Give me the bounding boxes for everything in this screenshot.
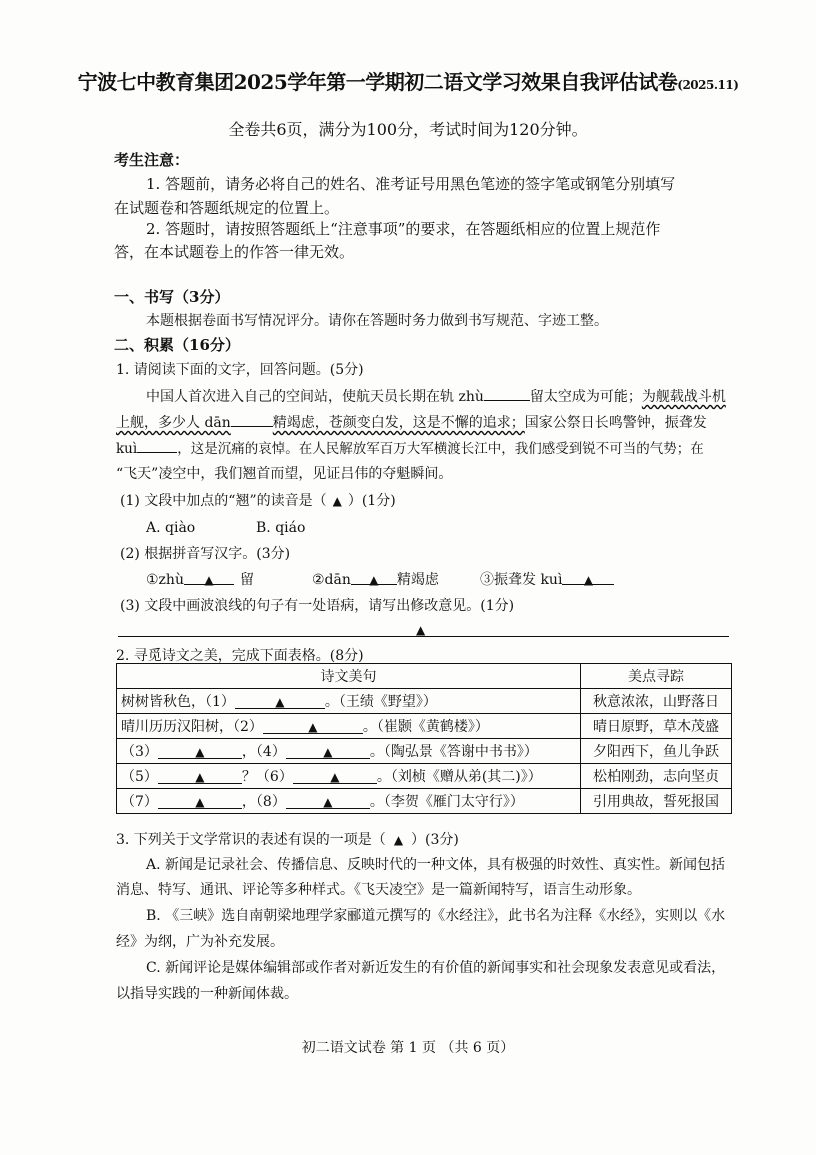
q2-stem: 2. 寻觅诗文之美，完成下面表格。(8分): [116, 648, 364, 664]
wavy-sentence: 精竭虑，苍颜变白发，这是不懈的追求；: [272, 415, 525, 431]
table-cell: [117, 714, 581, 739]
answer-line: [118, 636, 729, 637]
pinyin-text: 精竭虑: [396, 572, 439, 588]
passage-text: ，这是沉痛的哀悼。在人民解放军百万大军横渡长江中，我们感受到锐不可当的气势；在: [177, 441, 704, 457]
cell-text: ？（6）: [241, 769, 293, 785]
answer-triangle: ▲: [308, 720, 318, 734]
sub-question-text: (1) 文段中加点的“翘”的读音是（: [120, 493, 327, 509]
question-text: 3. 下列关于文学常识的表述有误的一项是（: [116, 832, 386, 848]
section1-text: 本题根据卷面书写情况评分。请你在答题时务力做到书写规范、字迹工整。: [146, 313, 608, 329]
notice-item2-line2: 答，在本试题卷上的作答一律无效。: [114, 243, 355, 261]
pinyin-text: 留: [239, 572, 254, 588]
table-cell: [117, 689, 581, 714]
cell-text: 晴川历历汉阳树，（2）: [121, 719, 263, 735]
answer-blank: [286, 794, 370, 809]
answer-triangle: ▲: [323, 745, 333, 759]
q3-option-a-line2: 消息、特写、通讯、评论等多种样式。《飞天凌空》是一篇新闻特写，语言生动形象。: [116, 882, 641, 898]
q1-sub3: (3) 文段中画波浪线的句子有一处语病，请写出修改意见。(1分): [120, 598, 515, 614]
notice-item1-line1: 1. 答题前，请务必将自己的姓名、准考证号用黑色笔迹的签字笔或钢笔分别填写: [146, 175, 676, 193]
q3-stem: [116, 830, 459, 850]
answer-triangle: ▲: [330, 770, 340, 784]
cell-text: 。（崔颢《黄鹤楼》）: [362, 719, 489, 735]
answer-blank: [235, 694, 325, 709]
pinyin-text: ②dān: [312, 572, 351, 588]
cell-text: 。（刘桢《赠从弟(其二)》）: [376, 769, 542, 785]
table-header-cell: 诗文美句: [117, 664, 581, 689]
table-cell: 晴日原野，草木茂盛: [581, 714, 732, 739]
q3-option-c-line1: C. 新闻评论是媒体编辑部或作者对新近发生的有价值的新闻事实和社会现象发表意见或看法，: [146, 960, 726, 976]
answer-blank: [351, 570, 397, 585]
cell-text: ，（4）: [241, 744, 286, 760]
cell-text: 。（陶弘景《答谢中书书》）: [369, 744, 538, 760]
cell-text: （7）: [121, 794, 158, 810]
answer-blank: [158, 769, 242, 784]
answer-blank: [484, 386, 530, 401]
q1-fill3: [480, 570, 614, 590]
poem-table: [116, 663, 732, 814]
table-row: [117, 714, 732, 739]
q1-passage-line4: “飞天”凌空中，我们翘首而望，见证吕伟的夺魁瞬间。: [116, 466, 453, 482]
cell-text: （3）: [121, 744, 158, 760]
answer-blank: [293, 769, 377, 784]
q1-fill2: [312, 570, 439, 590]
answer-blank: [562, 570, 614, 585]
notice-item1-line2: 在试题卷和答题纸规定的位置上。: [114, 199, 340, 217]
section1-heading: 一、书写（3分）: [114, 288, 230, 306]
pinyin-text: ③振聋发 kuì: [480, 572, 563, 588]
notice-heading: 考生注意：: [114, 151, 190, 169]
section2-heading: 二、积累（16分）: [114, 336, 240, 354]
answer-triangle: ▲: [195, 770, 205, 784]
answer-triangle: ▲: [416, 623, 426, 637]
q1-sub2: (2) 根据拼音写汉字。(3分): [120, 546, 291, 562]
q1-passage-line1: [146, 386, 726, 407]
answer-blank: [286, 744, 370, 759]
table-row: [117, 789, 732, 814]
answer-blank: [231, 412, 273, 427]
table-cell: 松柏刚劲，志向坚贞: [581, 764, 732, 789]
pinyin-text: ①zhù: [146, 572, 184, 588]
table-header-cell: 美点寻踪: [581, 664, 732, 689]
answer-blank: [137, 438, 177, 453]
answer-blank: [158, 744, 242, 759]
exam-title: [0, 66, 816, 95]
cell-text: 树树皆秋色，（1）: [121, 694, 235, 710]
cell-text: ，（8）: [241, 794, 286, 810]
table-cell: [117, 739, 581, 764]
q3-option-a-line1: A. 新闻是记录社会、传播信息、反映时代的一种文体，具有极强的时效性、真实性。新闻包括: [146, 857, 726, 873]
table-row: [117, 689, 732, 714]
answer-triangle: ▲: [332, 494, 342, 508]
q3-option-b-line2: 经》为纲，广为补充发展。: [116, 934, 284, 950]
cell-text: 。（王绩《野望》）: [324, 694, 437, 710]
sub-question-text: ）(1分): [347, 493, 396, 509]
answer-blank: [263, 719, 363, 734]
answer-triangle: ▲: [583, 573, 594, 587]
passage-text: 国家公祭日长鸣警钟，振聋发: [524, 415, 707, 431]
title-text: 宁波七中教育集团2025学年第一学期初二语文学习效果自我评估试卷: [77, 70, 678, 94]
answer-triangle: ▲: [393, 833, 404, 847]
q3-option-b-line1: B. 《三峡》选自南朝梁地理学家郦道元撰写的《水经注》，此书名为注释《水经》，实则以《水: [146, 908, 726, 924]
answer-triangle: ▲: [204, 573, 214, 587]
table-cell: [117, 789, 581, 814]
page-footer: 初二语文试卷 第 1 页 （共 6 页）: [301, 1040, 515, 1056]
cell-text: （5）: [121, 769, 158, 785]
q1-option-b: B. qiáo: [256, 520, 306, 536]
table-cell: 夕阳西下，鱼儿争跃: [581, 739, 732, 764]
wavy-sentence: 为舰载战斗机: [641, 389, 726, 405]
passage-text: kuì: [116, 441, 138, 457]
passage-text: 中国人首次进入自己的空间站，使航天员长期在轨 zhù: [146, 389, 484, 405]
table-cell: [117, 764, 581, 789]
q1-passage-line2: [116, 412, 707, 433]
q1-option-a: A. qiào: [146, 520, 196, 536]
question-text: ）(3分): [411, 832, 459, 848]
q1-stem: 1. 请阅读下面的文字，回答问题。(5分): [116, 362, 364, 378]
q1-fill1: [146, 570, 254, 590]
q1-sub1: [120, 491, 396, 511]
passage-text: 留太空成为可能；: [529, 389, 642, 405]
answer-triangle: ▲: [369, 573, 379, 587]
table-row: [117, 764, 732, 789]
answer-triangle: ▲: [195, 745, 205, 759]
answer-triangle: ▲: [275, 695, 285, 709]
table-header-row: [117, 664, 732, 689]
title-date: (2025.11): [677, 78, 739, 92]
notice-item2-line1: 2. 答题时，请按照答题纸上“注意事项”的要求，在答题纸相应的位置上规范作: [146, 220, 661, 238]
table-cell: 秋意浓浓，山野落日: [581, 689, 732, 714]
answer-blank: [158, 794, 242, 809]
wavy-sentence: 上舰，多少人 dān: [116, 415, 231, 431]
q3-option-c-line2: 以指导实践的一种新闻体裁。: [116, 986, 298, 1002]
answer-triangle: ▲: [195, 795, 205, 809]
table-row: [117, 739, 732, 764]
table-cell: 引用典故，誓死报国: [581, 789, 732, 814]
cell-text: 。（李贺《雁门太守行》）: [369, 794, 524, 810]
answer-triangle: ▲: [323, 795, 333, 809]
exam-subtitle: 全卷共6页，满分为100分，考试时间为120分钟。: [228, 120, 588, 139]
answer-blank: [184, 570, 234, 585]
q1-passage-line3: [116, 438, 704, 459]
